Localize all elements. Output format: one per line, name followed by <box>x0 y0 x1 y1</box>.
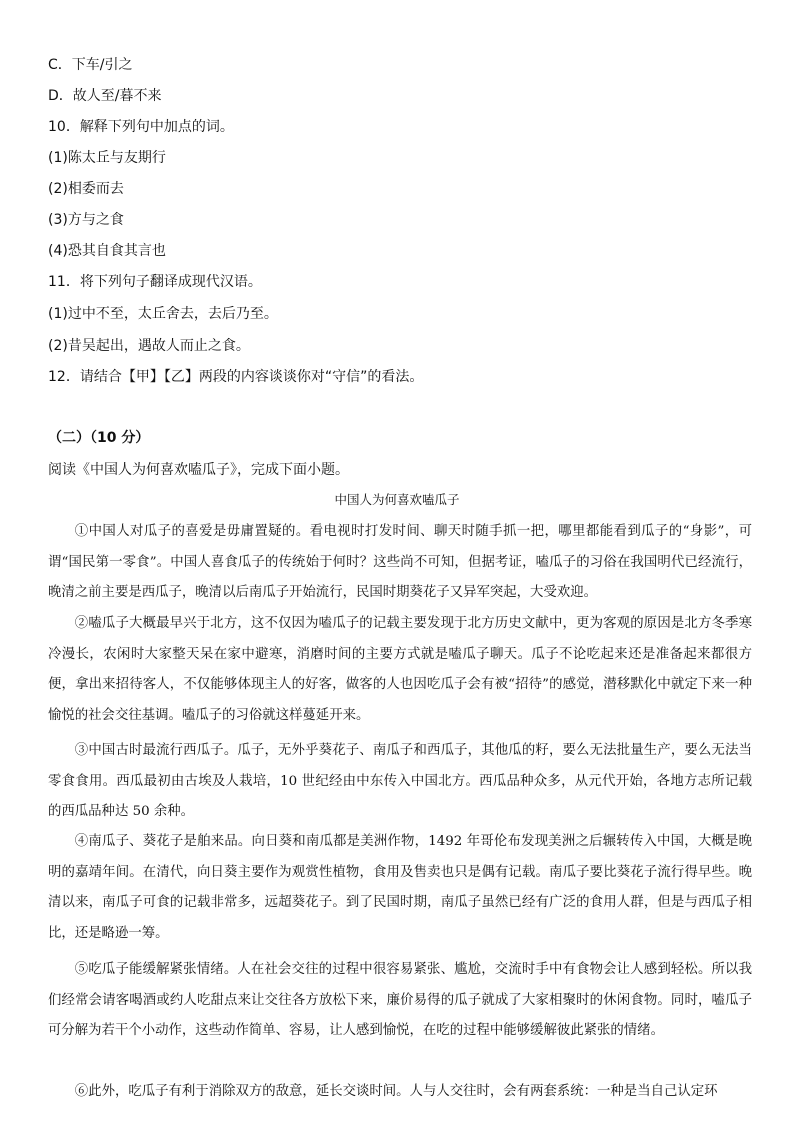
article-title: 中国人为何喜欢嗑瓜子 <box>334 492 460 507</box>
question-10-item-1: (1)陈太丘与友期行 <box>48 150 166 166</box>
article-paragraph-1: ①中国人对瓜子的喜爱是毋庸置疑的。看电视时打发时间、聊天时随手抓一把，哪里都能看到瓜子的“身影”，可谓“国民第一零食”。中国人喜食瓜子的传统始于何时？这些尚不可知，但据考证，嗑瓜子的习俗在我国明代已经流行，晚清之前主要是西瓜子，晚清以后南瓜子开始流行，民国时期葵花子又异军突起，大受欢迎。 <box>48 524 752 600</box>
question-11-item-2: (2)昔吴起出，遇故人而止之食。 <box>48 338 250 354</box>
question-11: 11．将下列句子翻译成现代汉语。 <box>48 274 262 290</box>
question-10-item-3: (3)方与之食 <box>48 212 124 228</box>
option-d: D．故人至/暮不来 <box>48 88 162 104</box>
article-paragraph-2: ②嗑瓜子大概最早兴于北方，这不仅因为嗑瓜子的记载主要发现于北方历史文献中，更为客观的原因是北方冬季寒冷漫长，农闲时大家整天呆在家中避寒，消磨时间的主要方式就是嗑瓜子聊天。瓜子不论吃起来还是准备起来都很方便，拿出来招待客人，不仅能够体现主人的好客，做客的人也因吃瓜子会有被“招待”的感觉，潜移默化中就定下来一种愉悦的社会交往基调。嗑瓜子的习俗就这样蔓延开来。 <box>48 616 752 723</box>
article-paragraph-6: ⑥此外，吃瓜子有利于消除双方的敌意，延长交谈时间。人与人交往时，会有两套系统：一种是当自己认定环 <box>74 1084 718 1099</box>
question-10-item-2: (2)相委而去 <box>48 181 124 197</box>
question-10: 10．解释下列句中加点的词。 <box>48 119 234 135</box>
question-10-item-4: (4)恐其自食其言也 <box>48 243 166 259</box>
article-paragraph-4: ④南瓜子、葵花子是舶来品。向日葵和南瓜都是美洲作物，1492 年哥伦布发现美洲之后辗转传入中国，大概是晚明的嘉靖年间。在清代，向日葵主要作为观赏性植物，食用及售卖也只是偶有记载。南瓜子要比葵花子流行得早些。晚清以来，南瓜子可食的记载非常多，远超葵花子。到了民国时期，南瓜子虽然已经有广泛的食用人群，但是与西瓜子相比，还是略逊一筹。 <box>48 834 752 941</box>
question-11-item-1: (1)过中不至，太丘舍去，去后乃至。 <box>48 306 278 322</box>
article-paragraph-5: ⑤吃瓜子能缓解紧张情绪。人在社会交往的过程中很容易紧张、尴尬，交流时手中有食物会让人感到轻松。所以我们经常会请客喝酒或约人吃甜点来让交往各方放松下来，廉价易得的瓜子就成了大家相聚时的休闲食物。同时，嗑瓜子可分解为若干个小动作，这些动作简单、容易，让人感到愉悦，在吃的过程中能够缓解彼此紧张的情绪。 <box>48 962 752 1038</box>
option-c: C．下车/引之 <box>48 57 133 73</box>
section-heading: （二）（10 分） <box>48 430 150 446</box>
question-12: 12．请结合【甲】【乙】两段的内容谈谈你对“守信”的看法。 <box>48 369 424 385</box>
section-instruction: 阅读《中国人为何喜欢嗑瓜子》，完成下面小题。 <box>48 462 349 478</box>
article-paragraph-3: ③中国古时最流行西瓜子。瓜子，无外乎葵花子、南瓜子和西瓜子，其他瓜的籽，要么无法批量生产，要么无法当零食食用。西瓜最初由古埃及人栽培，10 世纪经由中东传入中国北方。西瓜品种众多，从元代开始，各地方志所记载的西瓜品种达 50 余种。 <box>48 743 752 819</box>
